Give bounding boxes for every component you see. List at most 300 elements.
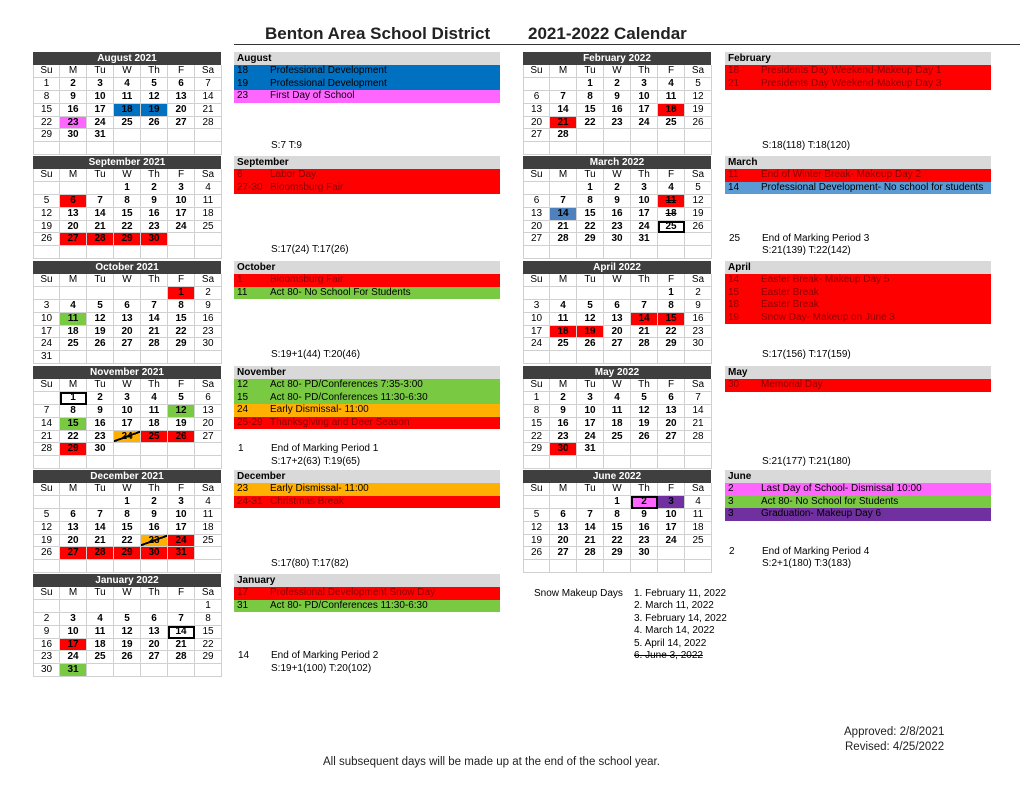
weekday-header: Sa: [195, 379, 222, 392]
day-cell: 1: [60, 392, 87, 405]
weekday-header: W: [114, 274, 141, 287]
empty-cell: [604, 129, 631, 142]
day-cell: 23: [631, 535, 658, 548]
day-cell: 16: [195, 313, 222, 326]
day-cell: 30: [87, 443, 114, 456]
day-cell: 5: [87, 300, 114, 313]
day-cell: 9: [141, 509, 168, 522]
footer-note: All subsequent days will be made up at the end of the school year.: [323, 756, 660, 768]
day-cell: 24: [87, 117, 114, 130]
day-cell: 4: [685, 496, 712, 509]
day-cell: 22: [114, 221, 141, 234]
empty-cell: [523, 287, 550, 300]
day-cell: 15: [168, 313, 195, 326]
event-date: 14: [728, 181, 740, 193]
day-cell: 2: [87, 392, 114, 405]
event-panel-title: May: [725, 366, 991, 379]
day-cell: 14: [141, 313, 168, 326]
event-text: Graduation- Makeup Day 6: [761, 508, 882, 519]
day-cell: 14: [550, 104, 577, 117]
empty-cell: [168, 560, 195, 573]
empty-cell: [168, 443, 195, 456]
day-cell: 19: [631, 418, 658, 431]
day-cell: 13: [550, 522, 577, 535]
empty-cell: [604, 246, 631, 259]
empty-cell: [523, 560, 550, 573]
weekday-header: Su: [523, 65, 550, 78]
day-cell: 17: [577, 418, 604, 431]
event-text: First Day of School: [270, 90, 355, 101]
empty-cell: [658, 142, 685, 155]
day-cell: 17: [658, 522, 685, 535]
empty-cell: [658, 443, 685, 456]
empty-cell: [523, 182, 550, 195]
day-cell: 10: [631, 195, 658, 208]
empty-cell: [195, 443, 222, 456]
day-cell: 24: [523, 338, 550, 351]
title-rule: [234, 44, 1020, 45]
snow-makeup-item: 6. June 3, 2022: [634, 649, 703, 661]
month-calendar-oct: [33, 261, 221, 364]
day-cell: 20: [141, 639, 168, 652]
day-cell: 21: [33, 431, 60, 444]
day-cell: 6: [195, 392, 222, 405]
day-cell: 1: [523, 392, 550, 405]
event-text: Act 80- No School For Students: [270, 286, 411, 298]
day-cell: 14: [685, 405, 712, 418]
day-cell: 22: [658, 326, 685, 339]
day-cell: 19: [685, 104, 712, 117]
weekday-header: Su: [523, 379, 550, 392]
event-date: 31: [237, 599, 249, 611]
day-cell: 28: [168, 651, 195, 664]
empty-cell: [141, 664, 168, 677]
day-cell: 3: [577, 392, 604, 405]
day-cell: 18: [87, 639, 114, 652]
day-cell: 21: [577, 535, 604, 548]
day-cell: 28: [141, 338, 168, 351]
weekday-header: F: [168, 483, 195, 496]
day-cell: 14: [33, 418, 60, 431]
event-row: [725, 78, 991, 91]
day-count: S:7 T:9: [271, 140, 302, 151]
event-row: [234, 169, 500, 182]
day-cell: 27: [168, 117, 195, 130]
weekday-header: Th: [141, 169, 168, 182]
event-date: 23: [237, 483, 249, 494]
day-cell: 8: [114, 195, 141, 208]
day-cell: 21: [631, 326, 658, 339]
day-cell: 27: [658, 431, 685, 444]
day-cell: 3: [631, 182, 658, 195]
weekday-header: M: [60, 274, 87, 287]
month-grid: [523, 274, 711, 364]
event-panel-title: June: [725, 470, 991, 483]
day-cell: 17: [33, 326, 60, 339]
empty-cell: [604, 142, 631, 155]
event-row: [725, 312, 991, 325]
day-cell: 16: [60, 104, 87, 117]
weekday-header: Th: [631, 379, 658, 392]
day-cell: 7: [550, 91, 577, 104]
weekday-header: F: [658, 169, 685, 182]
event-panel-title: January: [234, 574, 500, 587]
empty-cell: [523, 78, 550, 91]
weekday-header: W: [604, 169, 631, 182]
empty-cell: [60, 560, 87, 573]
day-cell: 6: [550, 509, 577, 522]
weekday-header: Sa: [195, 65, 222, 78]
day-cell: 6: [60, 509, 87, 522]
day-cell: 2: [550, 392, 577, 405]
weekday-header: M: [550, 483, 577, 496]
event-date: 19: [237, 77, 249, 89]
day-cell: 23: [604, 221, 631, 234]
event-panel-mar: [725, 156, 991, 194]
day-cell: 22: [60, 431, 87, 444]
month-calendar-may: [523, 366, 711, 469]
empty-cell: [577, 129, 604, 142]
empty-cell: [685, 560, 712, 573]
day-cell: 1: [577, 182, 604, 195]
empty-cell: [195, 456, 222, 469]
day-cell: 20: [60, 535, 87, 548]
empty-cell: [658, 129, 685, 142]
weekday-header: M: [60, 587, 87, 600]
day-cell: 5: [685, 182, 712, 195]
empty-cell: [168, 129, 195, 142]
day-cell: 21: [141, 326, 168, 339]
day-cell: 21: [168, 639, 195, 652]
day-cell: 27: [60, 547, 87, 560]
empty-cell: [114, 129, 141, 142]
day-cell: 13: [141, 626, 168, 639]
event-row: [725, 274, 991, 287]
day-cell: 14: [87, 522, 114, 535]
empty-cell: [523, 351, 550, 364]
empty-cell: [114, 142, 141, 155]
day-cell: 25: [141, 431, 168, 444]
weekday-header: F: [658, 379, 685, 392]
day-cell: 27: [550, 547, 577, 560]
month-title: December 2021: [33, 470, 221, 483]
day-cell: 10: [523, 313, 550, 326]
empty-cell: [631, 129, 658, 142]
weekday-header: F: [168, 379, 195, 392]
day-cell: 22: [168, 326, 195, 339]
day-cell: 24: [33, 338, 60, 351]
day-cell: 6: [658, 392, 685, 405]
empty-cell: [33, 246, 60, 259]
day-cell: 12: [523, 522, 550, 535]
day-cell: 17: [87, 104, 114, 117]
day-cell: 29: [604, 547, 631, 560]
day-cell: 2: [604, 78, 631, 91]
day-cell: 7: [33, 405, 60, 418]
event-text: Thanksgiving and Deer Season: [270, 416, 410, 428]
month-calendar-sep: [33, 156, 221, 259]
day-cell: 8: [168, 300, 195, 313]
day-cell: 2: [195, 287, 222, 300]
day-cell: 8: [33, 91, 60, 104]
day-cell: 22: [577, 117, 604, 130]
day-cell: 9: [604, 91, 631, 104]
event-text: Early Dismissal- 11:00: [270, 483, 369, 494]
day-cell: 6: [114, 300, 141, 313]
event-date: 15: [237, 391, 249, 403]
empty-cell: [195, 351, 222, 364]
day-cell: 18: [658, 104, 685, 117]
day-cell: 23: [550, 431, 577, 444]
weekday-header: Tu: [87, 65, 114, 78]
weekday-header: W: [604, 65, 631, 78]
empty-cell: [87, 456, 114, 469]
day-count: S:17(156) T:17(159): [762, 349, 851, 360]
empty-cell: [577, 287, 604, 300]
snow-makeup-item: 1. February 11, 2022: [634, 588, 727, 599]
empty-cell: [550, 496, 577, 509]
event-date: 3: [728, 495, 734, 507]
day-cell: 10: [658, 509, 685, 522]
event-row: [234, 392, 500, 405]
day-cell: 3: [658, 496, 685, 509]
day-cell: 2: [60, 78, 87, 91]
day-cell: 23: [685, 326, 712, 339]
empty-cell: [33, 600, 60, 613]
day-cell: 12: [33, 208, 60, 221]
event-date: 1: [237, 274, 243, 285]
district-title: Benton Area School District: [265, 24, 491, 43]
day-cell: 5: [577, 300, 604, 313]
event-text: Professional Development: [270, 65, 387, 76]
empty-cell: [550, 560, 577, 573]
event-row: [234, 65, 500, 78]
day-cell: 31: [631, 233, 658, 246]
weekday-header: Th: [141, 274, 168, 287]
weekday-header: Th: [141, 587, 168, 600]
snow-makeup-item: 2. March 11, 2022: [634, 600, 714, 612]
day-cell: 12: [685, 91, 712, 104]
weekday-header: W: [114, 65, 141, 78]
empty-cell: [87, 287, 114, 300]
day-cell: 4: [114, 78, 141, 91]
event-panel-oct: [234, 261, 500, 299]
day-cell: 20: [658, 418, 685, 431]
day-cell: 20: [523, 221, 550, 234]
empty-cell: [33, 496, 60, 509]
day-cell: 19: [87, 326, 114, 339]
empty-cell: [33, 392, 60, 405]
day-cell: 15: [658, 313, 685, 326]
day-cell: 27: [141, 651, 168, 664]
day-cell: 4: [87, 613, 114, 626]
empty-cell: [114, 443, 141, 456]
day-cell: 10: [33, 313, 60, 326]
empty-cell: [60, 496, 87, 509]
day-cell: 29: [60, 443, 87, 456]
day-cell: 1: [168, 287, 195, 300]
empty-cell: [658, 547, 685, 560]
empty-cell: [168, 456, 195, 469]
day-cell: 6: [141, 613, 168, 626]
event-panel-jan: [234, 574, 500, 612]
day-cell: 18: [195, 208, 222, 221]
weekday-header: Tu: [87, 274, 114, 287]
day-cell: 2: [685, 287, 712, 300]
empty-cell: [523, 456, 550, 469]
marking-date: 25: [729, 233, 741, 244]
day-cell: 26: [685, 221, 712, 234]
day-cell: 16: [685, 313, 712, 326]
weekday-header: Sa: [685, 483, 712, 496]
month-grid: [523, 65, 711, 155]
event-date: 3: [728, 508, 734, 519]
event-date: 27-30: [237, 181, 263, 193]
day-cell: 10: [168, 509, 195, 522]
day-cell: 4: [658, 182, 685, 195]
day-count: S:17(24) T:17(26): [271, 244, 349, 255]
day-cell: 24: [60, 651, 87, 664]
empty-cell: [685, 142, 712, 155]
day-cell: 7: [195, 78, 222, 91]
empty-cell: [87, 496, 114, 509]
weekday-header: Tu: [577, 65, 604, 78]
day-count: S:17+2(63) T:19(65): [271, 456, 361, 467]
empty-cell: [60, 246, 87, 259]
empty-cell: [114, 560, 141, 573]
month-grid: [523, 379, 711, 469]
empty-cell: [195, 664, 222, 677]
day-cell: 12: [87, 313, 114, 326]
day-cell: 4: [195, 182, 222, 195]
day-cell: 8: [114, 509, 141, 522]
day-cell: 22: [577, 221, 604, 234]
day-cell: 2: [604, 182, 631, 195]
event-text: End of Winter Break- Makeup Day 2: [761, 169, 922, 180]
day-cell: 29: [114, 547, 141, 560]
day-cell: 30: [195, 338, 222, 351]
month-grid: [523, 169, 711, 259]
empty-cell: [685, 246, 712, 259]
day-cell: 10: [631, 91, 658, 104]
empty-cell: [195, 233, 222, 246]
day-cell: 18: [550, 326, 577, 339]
day-cell: 25: [550, 338, 577, 351]
day-cell: 13: [114, 313, 141, 326]
weekday-header: Sa: [685, 274, 712, 287]
empty-cell: [114, 600, 141, 613]
day-cell: 3: [523, 300, 550, 313]
day-cell: 27: [114, 338, 141, 351]
day-cell: 4: [550, 300, 577, 313]
day-cell: 8: [523, 405, 550, 418]
weekday-header: Sa: [195, 483, 222, 496]
empty-cell: [141, 560, 168, 573]
empty-cell: [685, 443, 712, 456]
event-text: Professional Development- No school for students: [761, 181, 984, 193]
month-grid: [523, 483, 711, 573]
day-cell: 12: [168, 405, 195, 418]
weekday-header: M: [550, 274, 577, 287]
empty-cell: [195, 547, 222, 560]
day-cell: 21: [550, 117, 577, 130]
day-cell: 11: [60, 313, 87, 326]
day-cell: 16: [604, 208, 631, 221]
event-row: [725, 299, 991, 312]
day-cell: 14: [195, 91, 222, 104]
weekday-header: Su: [33, 274, 60, 287]
day-cell: 31: [87, 129, 114, 142]
day-cell: 11: [195, 509, 222, 522]
event-text: Professional Development Snow Day: [270, 587, 436, 598]
weekday-header: Sa: [195, 587, 222, 600]
day-cell: 20: [523, 117, 550, 130]
event-text: Professional Development: [270, 77, 387, 89]
empty-cell: [631, 456, 658, 469]
event-panel-title: October: [234, 261, 500, 274]
day-cell: 28: [550, 233, 577, 246]
day-cell: 7: [87, 509, 114, 522]
day-count: S:19+1(44) T:20(46): [271, 349, 361, 360]
day-cell: 13: [604, 313, 631, 326]
month-calendar-mar: [523, 156, 711, 259]
day-cell: 11: [195, 195, 222, 208]
day-count: S:18(118) T:18(120): [762, 140, 851, 151]
event-date: 24-31: [237, 495, 263, 507]
empty-cell: [604, 443, 631, 456]
day-cell: 13: [658, 405, 685, 418]
empty-cell: [87, 182, 114, 195]
day-cell: 9: [141, 195, 168, 208]
day-cell: 21: [550, 221, 577, 234]
weekday-header: Th: [141, 379, 168, 392]
empty-cell: [550, 182, 577, 195]
empty-cell: [604, 560, 631, 573]
weekday-header: Su: [33, 379, 60, 392]
day-cell: 13: [523, 104, 550, 117]
day-cell: 9: [685, 300, 712, 313]
event-date: 24: [237, 404, 249, 415]
day-cell: 28: [33, 443, 60, 456]
day-count: S:21(139) T:22(142): [762, 245, 851, 256]
day-cell: 12: [114, 626, 141, 639]
empty-cell: [168, 246, 195, 259]
weekday-header: F: [168, 65, 195, 78]
event-text: Bloomsburg Fair: [270, 274, 344, 285]
day-cell: 28: [550, 129, 577, 142]
day-cell: 8: [658, 300, 685, 313]
day-cell: 11: [658, 91, 685, 104]
day-cell: 18: [141, 418, 168, 431]
month-title: June 2022: [523, 470, 711, 483]
day-cell: 7: [577, 509, 604, 522]
weekday-header: M: [550, 169, 577, 182]
day-cell: 26: [114, 651, 141, 664]
day-cell: 5: [168, 392, 195, 405]
day-cell: 15: [577, 208, 604, 221]
day-cell: 30: [631, 547, 658, 560]
event-text: Act 80- PD/Conferences 7:35-3:00: [270, 379, 423, 390]
empty-cell: [33, 182, 60, 195]
empty-cell: [141, 287, 168, 300]
calendar-year-title: 2021-2022 Calendar: [528, 24, 687, 43]
empty-cell: [658, 233, 685, 246]
day-cell: 10: [577, 405, 604, 418]
empty-cell: [87, 142, 114, 155]
weekday-header: Su: [523, 483, 550, 496]
day-cell: 31: [33, 351, 60, 364]
marking-text: End of Marking Period 2: [271, 650, 379, 661]
